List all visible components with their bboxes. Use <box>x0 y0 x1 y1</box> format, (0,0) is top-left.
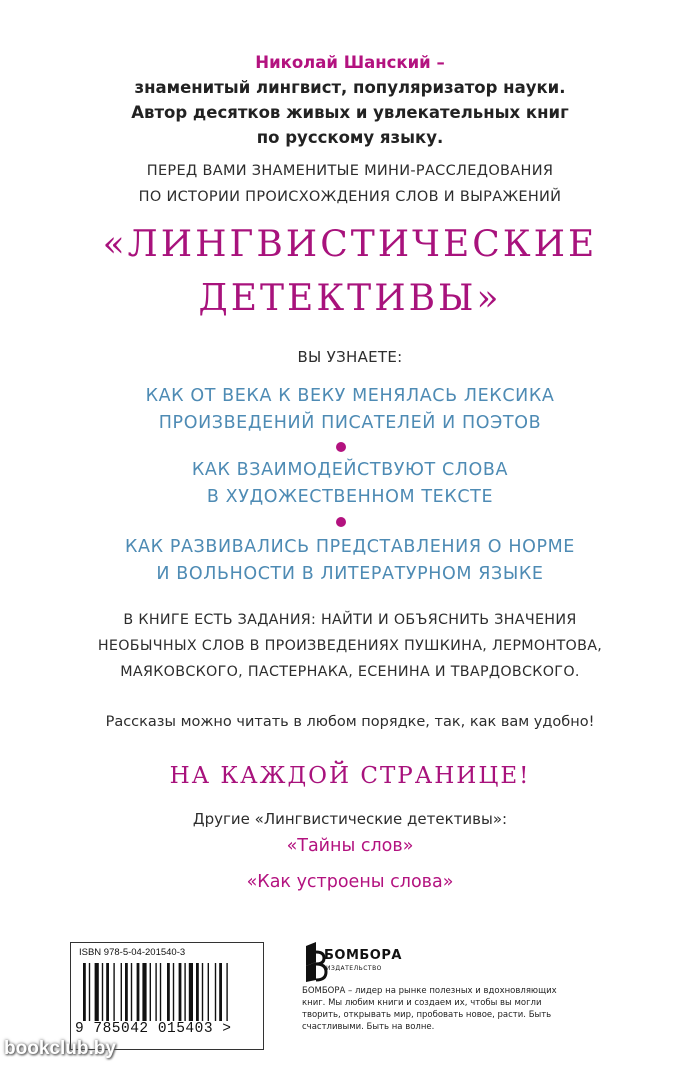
intro-line: ПО ИСТОРИИ ПРОИСХОЖДЕНИЯ СЛОВ И ВЫРАЖЕНИЙ <box>138 189 562 205</box>
feature-line: КАК ОТ ВЕКА К ВЕКУ МЕНЯЛАСЬ ЛЕКСИКА <box>145 386 555 406</box>
bullet-dot <box>336 517 346 527</box>
author-bio-line: по русскому языку. <box>256 128 444 147</box>
other-book-title: «Тайны слов» <box>286 836 414 856</box>
feature-item <box>0 383 700 437</box>
feature-line: КАК ВЗАИМОДЕЙСТВУЮТ СЛОВА <box>191 460 509 480</box>
barcode-icon <box>83 963 251 1021</box>
author-block <box>0 50 700 150</box>
intro-line: ПЕРЕД ВАМИ ЗНАМЕНИТЫЕ МИНИ-РАССЛЕДОВАНИЯ <box>146 163 554 179</box>
feature-item <box>0 457 700 511</box>
other-books-label: Другие «Лингвистические детективы»: <box>192 810 508 828</box>
publisher-description: БОМБОРА – лидер на рынке полезных и вдохновляющих книг. Мы любим книги и создаем их, чтобы вы могли творить, открывать мир, пробовать новое, расти. Быть счастливыми. Быть на волне. <box>302 986 557 1032</box>
tasks-line: НЕОБЫЧНЫХ СЛОВ В ПРОИЗВЕДЕНИЯХ ПУШКИНА, ЛЕРМОНТОВА, <box>97 638 603 654</box>
feature-item <box>0 534 700 588</box>
author-bio-line: Автор десятков живых и увлекательных книг <box>131 103 569 122</box>
tasks-line: В КНИГЕ ЕСТЬ ЗАДАНИЯ: НАЙТИ И ОБЪЯСНИТЬ ЗНАЧЕНИЯ <box>123 612 577 628</box>
author-name: Николай Шанский – <box>255 53 445 72</box>
barcode-digits: 9 785042 015403 > <box>75 1021 232 1037</box>
publisher-name: БОМБОРА <box>324 948 402 963</box>
learn-heading: ВЫ УЗНАЕТЕ: <box>297 348 403 366</box>
other-book-title: «Как устроены слова» <box>246 872 454 892</box>
intro-text <box>0 158 700 210</box>
feature-line: ПРОИЗВЕДЕНИЙ ПИСАТЕЛЕЙ И ПОЭТОВ <box>158 413 542 433</box>
tasks-line: МАЯКОВСКОГО, ПАСТЕРНАКА, ЕСЕНИНА И ТВАРДОВСКОГО. <box>120 664 580 680</box>
bullet-dot <box>336 442 346 452</box>
order-note: Рассказы можно читать в любом порядке, так, как вам удобно! <box>105 714 595 730</box>
author-bio-line: знаменитый лингвист, популяризатор науки. <box>134 78 566 97</box>
tasks-text <box>0 607 700 685</box>
watermark: bookclub.by <box>4 1038 116 1059</box>
barcode-box <box>70 942 264 1050</box>
book-title-line: ДЕТЕКТИВЫ» <box>198 278 502 319</box>
feature-line: В ХУДОЖЕСТВЕННОМ ТЕКСТЕ <box>206 487 494 507</box>
book-title <box>0 218 700 326</box>
every-page-slogan: НА КАЖДОЙ СТРАНИЦЕ! <box>169 763 531 789</box>
isbn-label: ISBN 978-5-04-201540-3 <box>79 947 186 958</box>
book-title-line: «ЛИНГВИСТИЧЕСКИЕ <box>102 224 598 265</box>
publisher-subtitle: ИЗДАТЕЛЬСТВО <box>326 965 382 972</box>
feature-line: И ВОЛЬНОСТИ В ЛИТЕРАТУРНОМ ЯЗЫКЕ <box>156 564 544 584</box>
feature-line: КАК РАЗВИВАЛИСЬ ПРЕДСТАВЛЕНИЯ О НОРМЕ <box>125 537 575 557</box>
